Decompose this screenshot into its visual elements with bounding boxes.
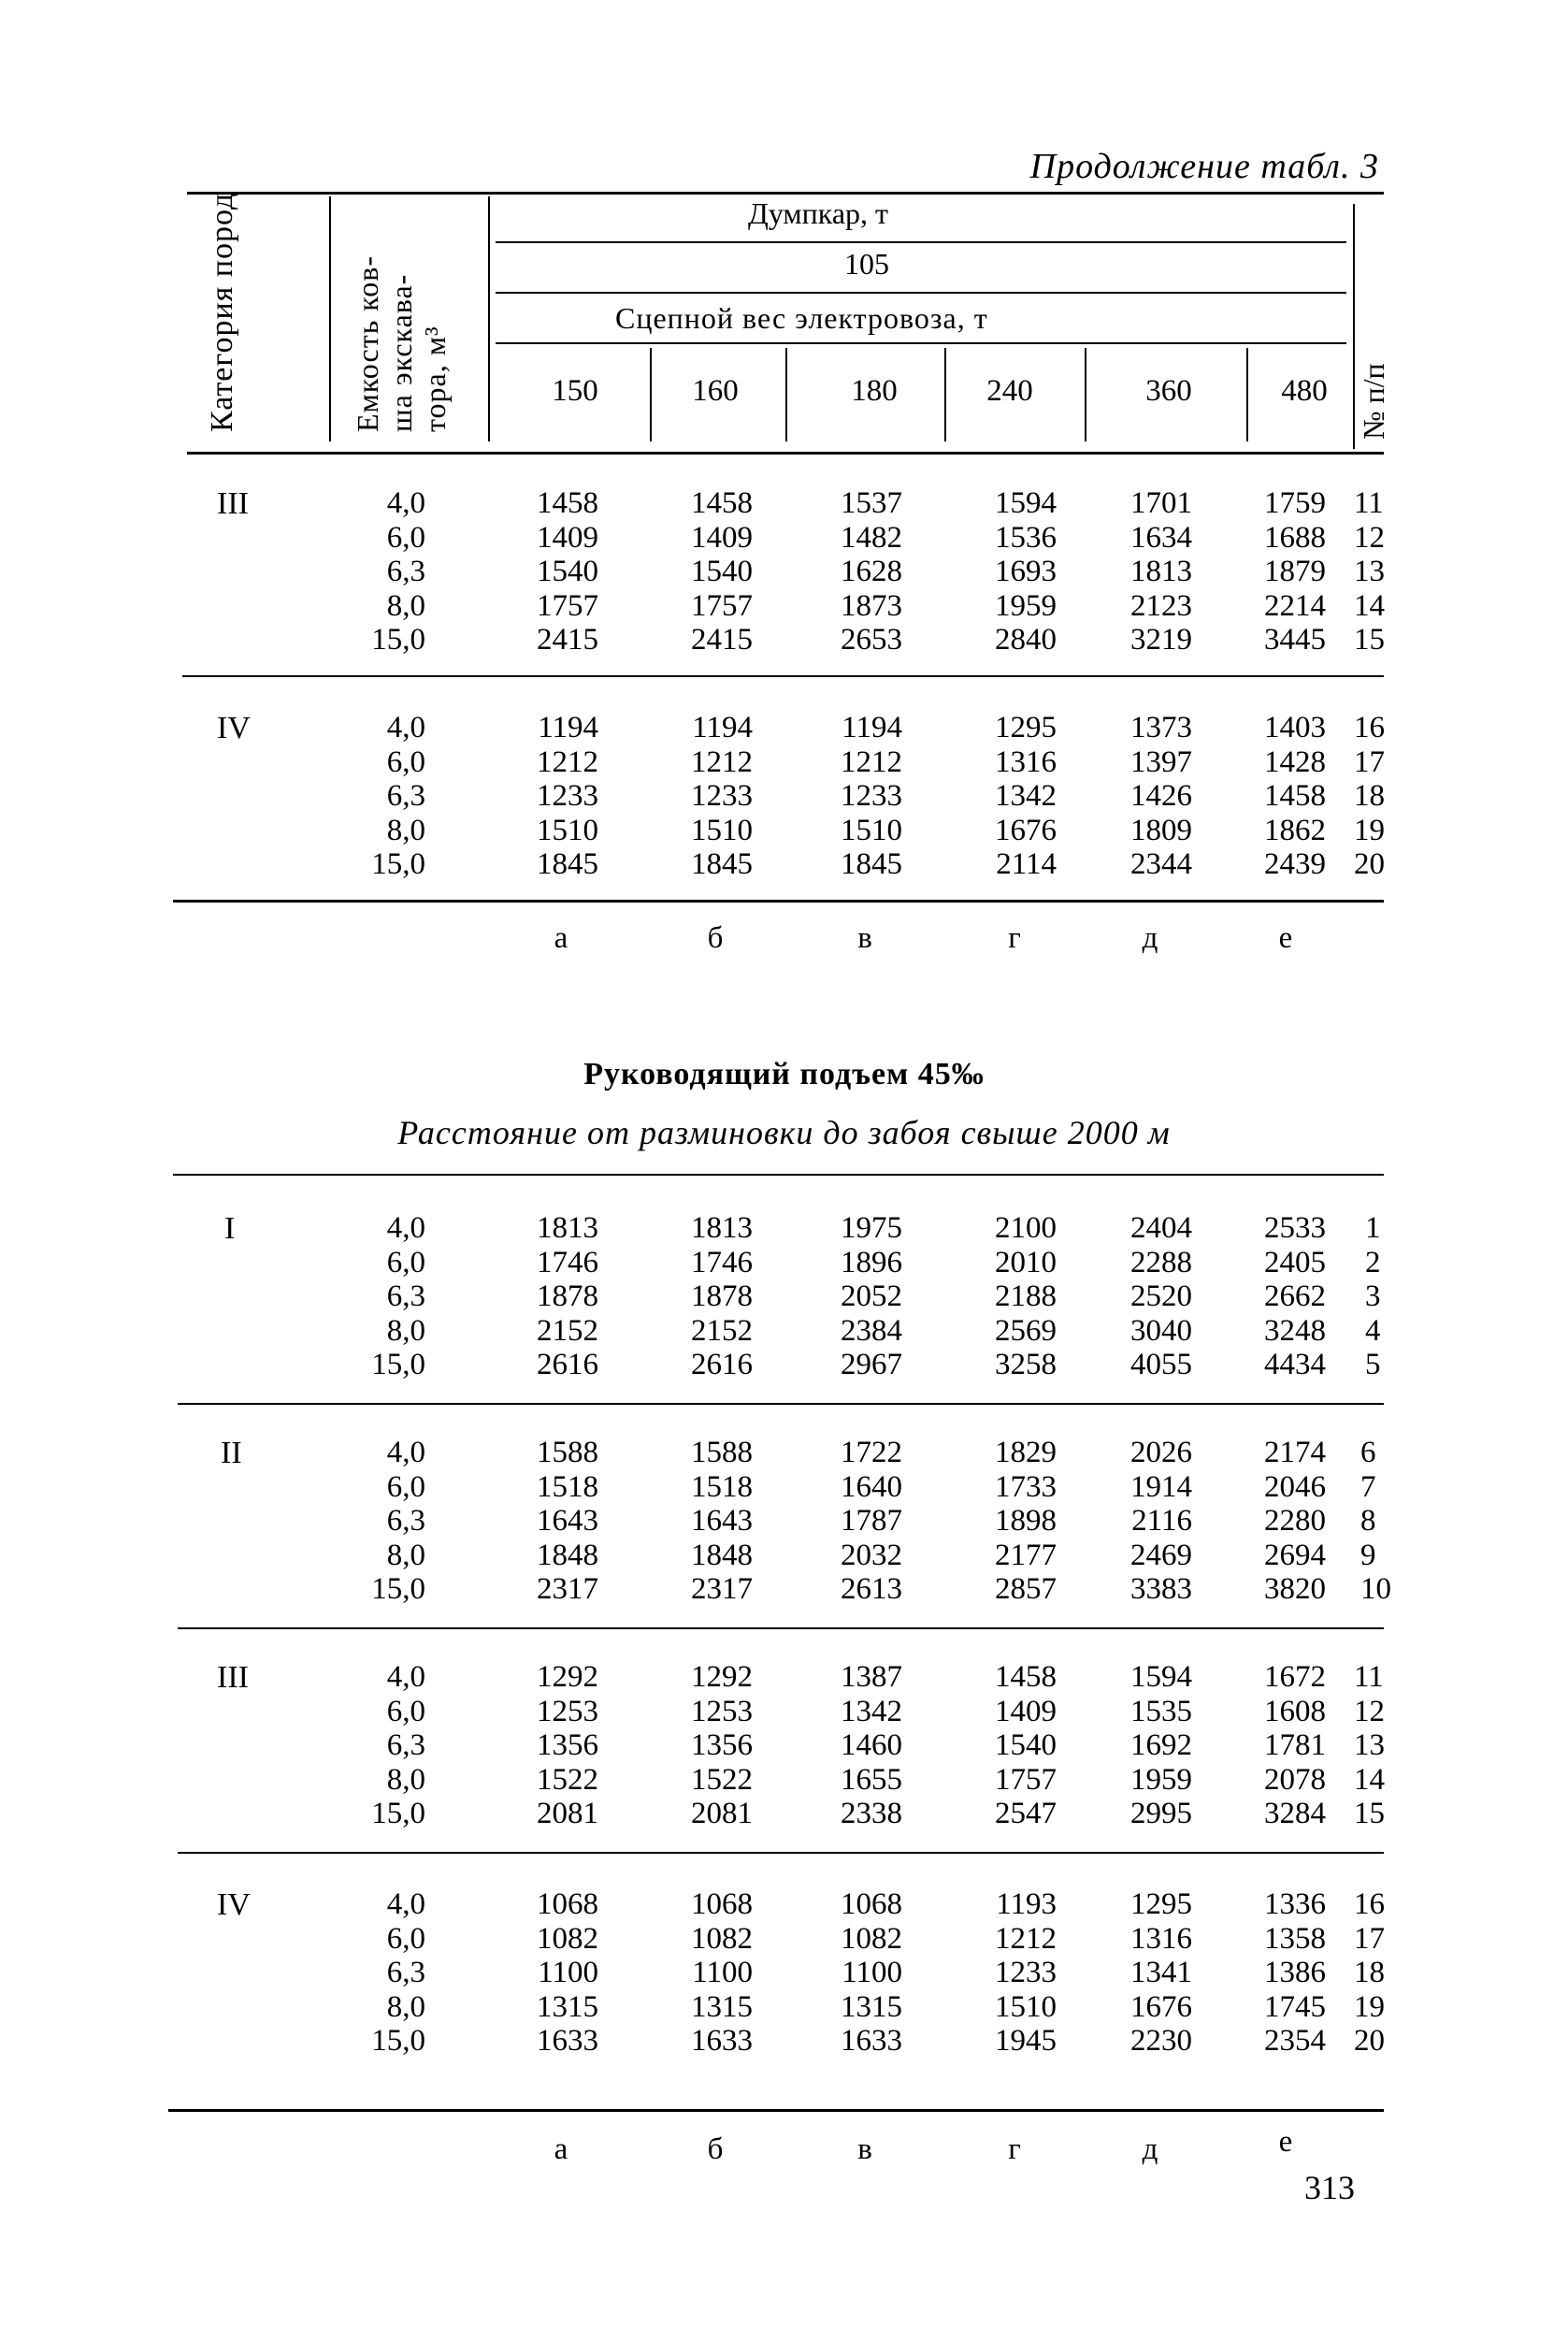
data-column-a: 1292 1253 1356 1522 2081 xyxy=(537,1660,598,1830)
data-column-g: 1295 1316 1342 1676 2114 xyxy=(995,711,1057,881)
row-numbers: 11 12 13 14 15 xyxy=(1354,486,1385,657)
column-letter: е xyxy=(1278,921,1293,955)
column-header-180: 180 xyxy=(851,374,898,408)
data-column-g: 1829 1733 1898 2177 2857 xyxy=(995,1436,1057,1606)
data-column-b: 1068 1082 1100 1315 1633 xyxy=(691,1887,753,2058)
page-number: 313 xyxy=(1304,2169,1355,2206)
dumpcar-capacity-value: 105 xyxy=(844,247,889,281)
data-column-b: 1292 1253 1356 1522 2081 xyxy=(691,1660,753,1830)
data-column-v: 1722 1640 1787 2032 2613 xyxy=(841,1436,902,1606)
row-numbers: 16 17 18 19 20 xyxy=(1354,711,1385,881)
data-column-b: 1813 1746 1878 2152 2616 xyxy=(691,1211,753,1381)
capacity-values: 4,0 6,0 6,3 8,0 15,0 xyxy=(371,1887,425,2058)
column-header-360: 360 xyxy=(1145,374,1192,408)
data-column-a: 1068 1082 1100 1315 1633 xyxy=(537,1887,598,2058)
row-numbers: 6 7 8 9 10 xyxy=(1360,1436,1391,1606)
row-numbers: 16 17 18 19 20 xyxy=(1354,1887,1385,2058)
data-column-v: 1975 1896 2052 2384 2967 xyxy=(841,1211,902,1381)
row-number-header: № п/п xyxy=(1357,363,1390,440)
column-letter: б xyxy=(707,921,724,955)
capacity-values: 4,0 6,0 6,3 8,0 15,0 xyxy=(371,486,425,657)
category-label: I xyxy=(224,1211,236,1246)
capacity-values: 4,0 6,0 6,3 8,0 15,0 xyxy=(371,1436,425,1606)
column-letter: а xyxy=(554,921,568,955)
data-column-g: 1193 1212 1233 1510 1945 xyxy=(995,1887,1057,2058)
data-column-b: 1458 1409 1540 1757 2415 xyxy=(691,486,753,657)
data-column-g: 1594 1536 1693 1959 2840 xyxy=(995,486,1057,657)
data-column-e: 1336 1358 1386 1745 2354 xyxy=(1264,1887,1326,2058)
data-column-e: 1759 1688 1879 2214 3445 xyxy=(1264,486,1326,657)
data-column-a: 1588 1518 1643 1848 2317 xyxy=(537,1436,598,1606)
data-column-e: 1403 1428 1458 1862 2439 xyxy=(1264,711,1326,881)
data-column-v: 1387 1342 1460 1655 2338 xyxy=(841,1660,902,1830)
data-column-v: 1537 1482 1628 1873 2653 xyxy=(841,486,902,657)
column-header-150: 150 xyxy=(552,374,598,408)
data-column-e: 2174 2046 2280 2694 3820 xyxy=(1264,1436,1326,1606)
row-numbers: 11 12 13 14 15 xyxy=(1354,1660,1385,1830)
data-column-a: 1194 1212 1233 1510 1845 xyxy=(537,711,598,881)
data-column-d: 2026 1914 2116 2469 3383 xyxy=(1130,1436,1192,1606)
capacity-header: Емкость ков- ша экскава- тора, м³ xyxy=(351,255,452,432)
data-column-a: 1813 1746 1878 2152 2616 xyxy=(537,1211,598,1381)
capacity-values: 4,0 6,0 6,3 8,0 15,0 xyxy=(371,1211,425,1381)
data-column-v: 1194 1212 1233 1510 1845 xyxy=(841,711,902,881)
data-column-v: 1068 1082 1100 1315 1633 xyxy=(841,1887,902,2058)
category-label: II xyxy=(221,1436,242,1470)
column-letter: д xyxy=(1142,2132,1158,2166)
column-letter: г xyxy=(1008,2132,1021,2166)
row-numbers: 1 2 3 4 5 xyxy=(1365,1211,1381,1381)
data-column-b: 1194 1212 1233 1510 1845 xyxy=(691,711,753,881)
category-label: IV xyxy=(217,1887,251,1922)
column-letter: а xyxy=(554,2132,568,2166)
column-letter: д xyxy=(1142,921,1158,955)
category-label: III xyxy=(217,486,249,521)
column-letter: б xyxy=(707,2132,724,2166)
category-header: Категория пород xyxy=(205,192,239,432)
table-continuation-label: Продолжение табл. 3 xyxy=(1029,147,1379,186)
data-column-g: 1458 1409 1540 1757 2547 xyxy=(995,1660,1057,1830)
data-column-d: 2404 2288 2520 3040 4055 xyxy=(1130,1211,1192,1381)
category-label: IV xyxy=(217,711,251,745)
section-subtitle: Расстояние от разминовки до забоя свыше 2000 м xyxy=(397,1114,1171,1151)
data-column-b: 1588 1518 1643 1848 2317 xyxy=(691,1436,753,1606)
category-label: III xyxy=(217,1660,249,1695)
locomotive-weight-header: Сцепной вес электровоза, т xyxy=(615,301,988,335)
column-letter: е xyxy=(1278,2125,1293,2159)
column-header-480: 480 xyxy=(1281,374,1328,408)
data-column-d: 1594 1535 1692 1959 2995 xyxy=(1130,1660,1192,1830)
data-column-e: 2533 2405 2662 3248 4434 xyxy=(1264,1211,1326,1381)
data-column-d: 1295 1316 1341 1676 2230 xyxy=(1130,1887,1192,2058)
column-letter: в xyxy=(857,921,872,955)
data-column-g: 2100 2010 2188 2569 3258 xyxy=(995,1211,1057,1381)
data-column-a: 1458 1409 1540 1757 2415 xyxy=(537,486,598,657)
section-title: Руководящий подъем 45‰ xyxy=(583,1057,985,1091)
column-header-160: 160 xyxy=(692,374,739,408)
data-column-d: 1701 1634 1813 2123 3219 xyxy=(1130,486,1192,657)
column-letter: г xyxy=(1008,921,1021,955)
dumpcar-header: Думпкар, т xyxy=(748,196,889,230)
column-header-240: 240 xyxy=(986,374,1033,408)
data-column-e: 1672 1608 1781 2078 3284 xyxy=(1264,1660,1326,1830)
capacity-values: 4,0 6,0 6,3 8,0 15,0 xyxy=(371,711,425,881)
data-column-d: 1373 1397 1426 1809 2344 xyxy=(1130,711,1192,881)
column-letter: в xyxy=(857,2132,872,2166)
capacity-values: 4,0 6,0 6,3 8,0 15,0 xyxy=(371,1660,425,1830)
